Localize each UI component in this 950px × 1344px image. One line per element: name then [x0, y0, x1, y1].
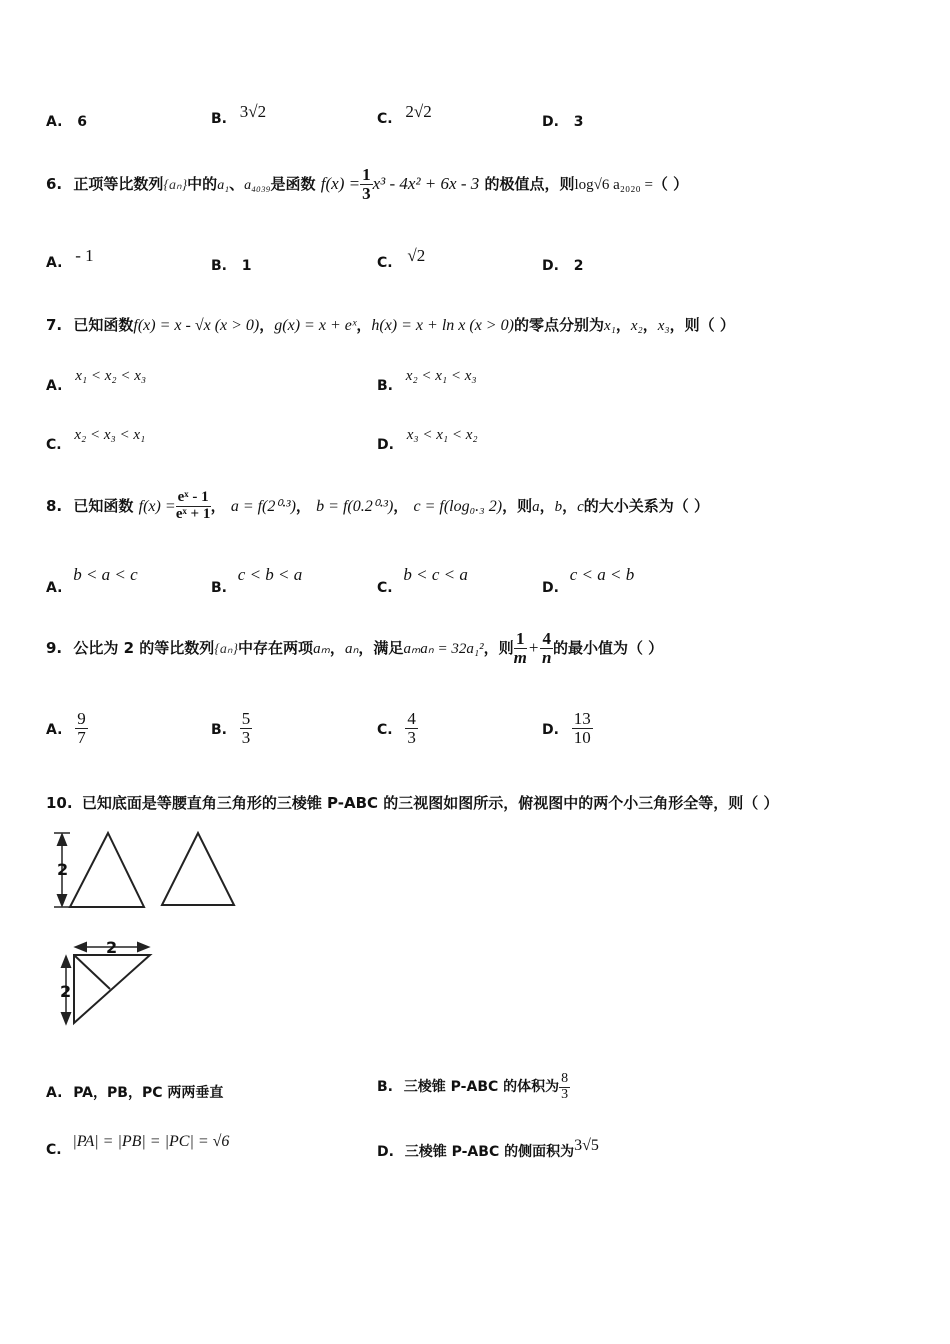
side-view: [162, 833, 234, 905]
q8-option-a: A. b < a < c: [46, 565, 138, 596]
q7-option-b: B. x₂ < x₁ < x₃: [377, 368, 477, 394]
q8-stem: 8. 已知函数 f(x) = $\frac{\text{eˣ - 1}}{\text{eˣ + 1}}$ ， a = f(2⁰·³)， b = f(0.2⁰·³)， c = f(log₀.₃ 2)，则a，b，c的大小关系为（ ）: [46, 489, 710, 522]
q6-option-d: D. 2: [542, 258, 584, 274]
q9-option-b: B. $\frac{5}{3}$: [211, 709, 251, 747]
q6-option-b: B. 1: [211, 258, 252, 274]
q6-option-a: A. - 1: [46, 246, 94, 271]
q5-option-b: B. 3√2: [211, 102, 267, 127]
q7-stem: 7. 已知函数f(x) = x - √x (x > 0)，g(x) = x + eˣ，h(x) = x + ln x (x > 0)的零点分别为x₁，x₂，x₃，则（ ）: [46, 316, 735, 334]
q9-stem: 9. 公比为 2 的等比数列{aₙ}中存在两项aₘ，aₙ，满足aₘaₙ = 32a₁²，则 $\frac{1}{m}$ + $\frac{4}{n}$ 的最小值为（ ）: [46, 629, 664, 667]
q5-option-c: C. 2√2: [377, 102, 432, 127]
q8-option-b: B. c < b < a: [211, 565, 303, 596]
q5-option-d: D. 3: [542, 114, 584, 130]
top-view-dim-height: 2: [60, 982, 72, 1001]
top-view-dim-width: 2: [106, 938, 118, 957]
q7-option-a: A. x₁ < x₂ < x₃: [46, 368, 147, 394]
three-view-figure: [40, 825, 260, 1035]
q6-option-c: C. √2: [377, 246, 426, 271]
q10-option-b: B. 三棱锥 P-ABC 的体积为 $\frac{8}{3}$: [377, 1071, 569, 1102]
q7-option-d: D. x₃ < x₁ < x₂: [377, 427, 478, 453]
q7-option-c: C. x₂ < x₃ < x₁: [46, 427, 146, 453]
q6-fraction: $\frac{1}{3}$: [362, 165, 371, 203]
q10-option-d: D. 三棱锥 P-ABC 的侧面积为3√5: [377, 1137, 599, 1160]
q8-option-d: D. c < a < b: [542, 565, 635, 596]
q10-stem: 10. 已知底面是等腰直角三角形的三棱锥 P-ABC 的三视图如图所示，俯视图中的两个小三角形全等，则（ ）: [46, 794, 779, 812]
q8-fraction: $\frac{\text{eˣ - 1}}{\text{eˣ + 1}}$: [175, 489, 211, 522]
q6-stem: 6. 正项等比数列{aₙ}中的a₁、a₄₀₃₉是函数 f(x) = $\frac{1}{3}$ x³ - 4x² + 6x - 3 的极值点，则log√6 a₂₀₂₀ =（ ）: [46, 165, 689, 203]
q10-option-c: C. |PA| = |PB| = |PC| = √6: [46, 1133, 230, 1158]
q10-option-a: A. PA，PB，PC 两两垂直: [46, 1085, 224, 1101]
front-view-dim: 2: [57, 860, 69, 879]
q9-option-a: A. $\frac{9}{7}$: [46, 709, 86, 747]
q8-option-c: C. b < c < a: [377, 565, 468, 596]
q9-fraction-2: $\frac{4}{n}$: [541, 629, 552, 667]
q5-option-a: A. 6: [46, 114, 87, 130]
q9-option-d: D. $\frac{13}{10}$: [542, 709, 591, 747]
q9-fraction-1: $\frac{1}{m}$: [513, 629, 527, 667]
q9-option-c: C. $\frac{4}{3}$: [377, 709, 416, 747]
